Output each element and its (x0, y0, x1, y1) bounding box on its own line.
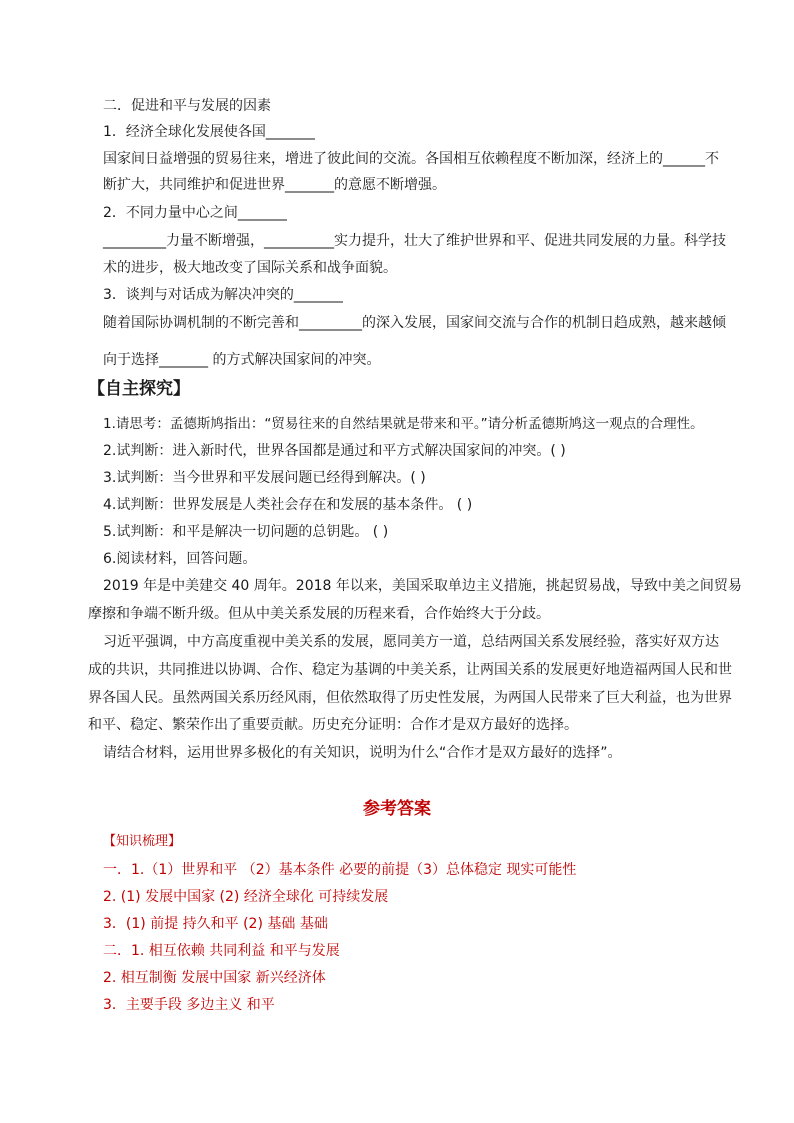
question: 5.试判断：和平是解决一切问题的总钥匙。 ( ) (103, 524, 389, 540)
answer-line: 2. 相互制衡 发展中国家 新兴经济体 (103, 970, 326, 986)
answer-line: 3．(1) 前提 持久和平 (2) 基础 基础 (103, 916, 328, 932)
answer-subheading: 【知识梳理】 (103, 834, 182, 849)
question: 4.试判断：世界发展是人类社会存在和发展的基本条件。 ( ) (103, 497, 473, 513)
item-title: 2．不同力量中心之间_______ (103, 205, 287, 221)
material-line: 摩擦和争端不断升级。但从中美关系发展的历程来看，合作始终大于分歧。 (88, 606, 550, 622)
paragraph-line: 向于选择_______ 的方式解决国家间的冲突。 (103, 352, 381, 368)
section-heading: 二．促进和平与发展的因素 (103, 98, 271, 114)
question: 1.请思考：孟德斯鸠指出：“贸易往来的自然结果就是带来和平。”请分析孟德斯鸠这一观点的合理性。 (103, 416, 704, 432)
paragraph-line: 国家间日益增强的贸易往来，增进了彼此间的交流。各国相互依赖程度不断加深，经济上的______不 (103, 151, 719, 167)
paragraph-line: 术的进步，极大地改变了国际关系和战争面貌。 (103, 260, 397, 276)
answer-line: 二．1. 相互依赖 共同利益 和平与发展 (103, 943, 340, 959)
answer-title: 参考答案 (363, 799, 431, 819)
item-title: 1．经济全球化发展使各国_______ (103, 124, 315, 140)
material-line: 成的共识，共同推进以协调、合作、稳定为基调的中美关系，让两国关系的发展更好地造福两国人民和世 (88, 662, 732, 678)
paragraph-line: _________力量不断增强，__________实力提升，壮大了维护世界和平、促进共同发展的力量。科学技 (103, 233, 726, 249)
paragraph-line: 断扩大，共同维护和促进世界_______的意愿不断增强。 (103, 177, 446, 193)
paragraph-line: 随着国际协调机制的不断完善和_________的深入发展，国家间交流与合作的机制日趋成熟，越来越倾 (103, 315, 726, 331)
question: 2.试判断：进入新时代，世界各国都是通过和平方式解决国家间的冲突。( ) (103, 443, 566, 459)
material-line: 2019 年是中美建交 40 周年。2018 年以来，美国采取单边主义措施，挑起贸易战，导致中美之间贸易 (103, 578, 742, 594)
answer-line: 一．1.（1）世界和平 （2）基本条件 必要的前提（3）总体稳定 现实可能性 (103, 862, 577, 878)
section-heading: 【自主探究】 (88, 379, 190, 399)
question: 3.试判断：当今世界和平发展问题已经得到解决。( ) (103, 470, 426, 486)
material-line: 界各国人民。虽然两国关系历经风雨，但依然取得了历史性发展，为两国人民带来了巨大利益，也为世界 (88, 690, 732, 706)
question: 6.阅读材料，回答问题。 (103, 551, 257, 567)
item-title: 3．谈判与对话成为解决冲突的_______ (103, 287, 343, 303)
question-ask: 请结合材料，运用世界多极化的有关知识，说明为什么“合作才是双方最好的选择”。 (103, 745, 622, 761)
material-line: 习近平强调，中方高度重视中美关系的发展，愿同美方一道，总结两国关系发展经验，落实好双方达 (103, 634, 719, 650)
material-line: 和平、稳定、繁荣作出了重要贡献。历史充分证明：合作才是双方最好的选择。 (88, 717, 578, 733)
answer-line: 2. (1) 发展中国家 (2) 经济全球化 可持续发展 (103, 889, 389, 905)
answer-line: 3．主要手段 多边主义 和平 (103, 997, 275, 1013)
